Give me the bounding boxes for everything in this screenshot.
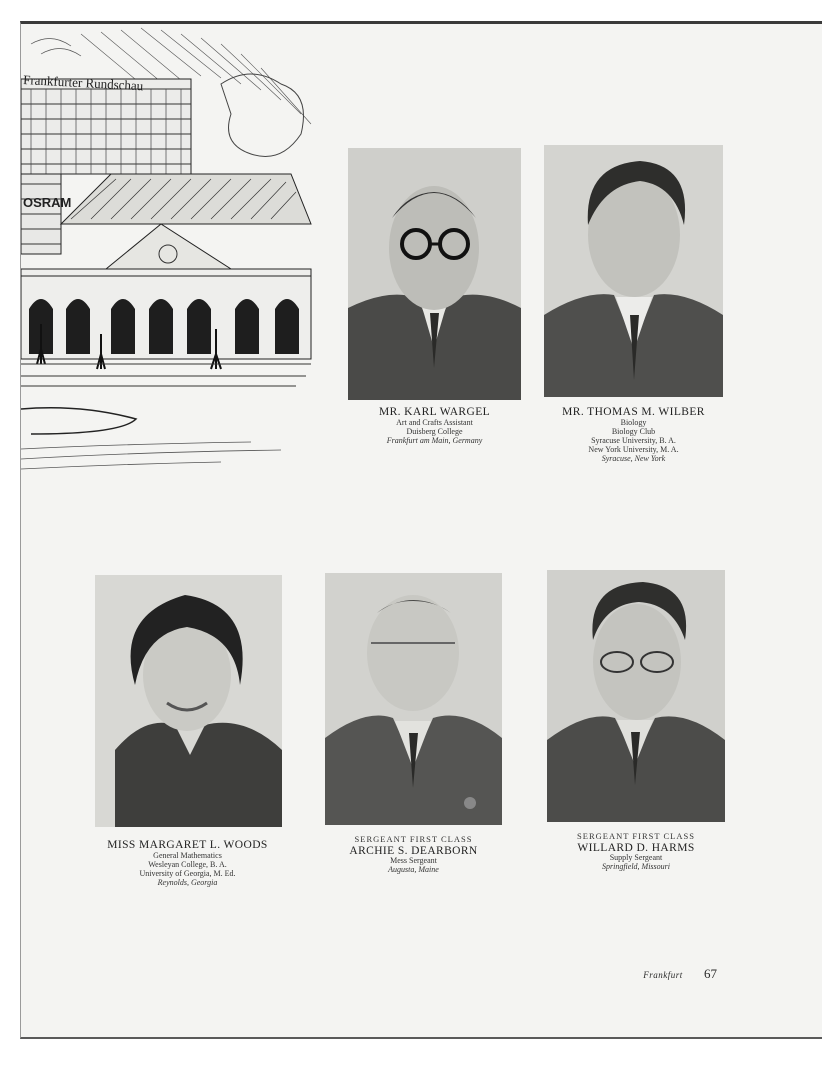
person-rank: SERGEANT FIRST CLASS (577, 831, 695, 841)
caption-karl-wargel (338, 406, 531, 446)
person-portrait-icon (348, 148, 521, 400)
caption-thomas-wilber (534, 406, 733, 464)
yearbook-page (20, 21, 822, 1039)
person-detail: Wesleyan College, B. A. (148, 859, 227, 869)
person-detail: Biology (620, 417, 647, 427)
caption-willard-harms (536, 832, 736, 872)
person-name: WILLARD D. HARMS (577, 841, 695, 854)
person-name: MR. KARL WARGEL (378, 406, 491, 418)
person-detail: Art and Crafts Assistant (396, 417, 473, 427)
person-portrait-icon (95, 575, 282, 827)
person-rank: SERGEANT FIRST CLASS (354, 834, 473, 844)
person-name: ARCHIE S. DEARBORN (349, 844, 478, 857)
frankfurt-building-sketch (21, 24, 313, 476)
portrait-archie-dearborn (325, 573, 502, 825)
caption-margaret-woods (81, 839, 294, 888)
portrait-thomas-wilber (544, 145, 723, 397)
person-portrait-icon (547, 570, 725, 822)
person-name: MR. THOMAS M. WILBER (562, 406, 705, 418)
person-detail: Biology Club (611, 426, 656, 436)
person-hometown: Frankfurt am Main, Germany (386, 435, 483, 445)
portrait-karl-wargel (348, 148, 521, 400)
person-hometown: Reynolds, Georgia (157, 877, 218, 887)
osram-sign-text: OSRAM (23, 195, 72, 210)
person-hometown: Augusta, Maine (388, 865, 439, 875)
person-hometown: Springfield, Missouri (601, 862, 670, 872)
person-detail: Syracuse University, B. A. (591, 435, 676, 445)
page-footer (643, 966, 717, 982)
person-portrait-icon (544, 145, 723, 397)
person-detail: Duisberg College (406, 426, 463, 436)
person-detail: University of Georgia, M. Ed. (139, 868, 236, 878)
footer-place: Frankfurt (643, 970, 683, 980)
person-detail: Supply Sergeant (609, 853, 663, 863)
portrait-willard-harms (547, 570, 725, 822)
newspaper-sign-text: Frankfurter Rundschau (22, 72, 144, 94)
person-detail: New York University, M. A. (588, 444, 679, 454)
caption-archie-dearborn (315, 835, 512, 875)
portrait-margaret-woods (95, 575, 282, 827)
person-portrait-icon (325, 573, 502, 825)
person-detail: Mess Sergeant (390, 856, 437, 866)
person-hometown: Syracuse, New York (601, 453, 666, 463)
person-detail: General Mathematics (153, 850, 222, 860)
page-number: 67 (704, 966, 717, 981)
person-name: MISS MARGARET L. WOODS (107, 839, 268, 851)
